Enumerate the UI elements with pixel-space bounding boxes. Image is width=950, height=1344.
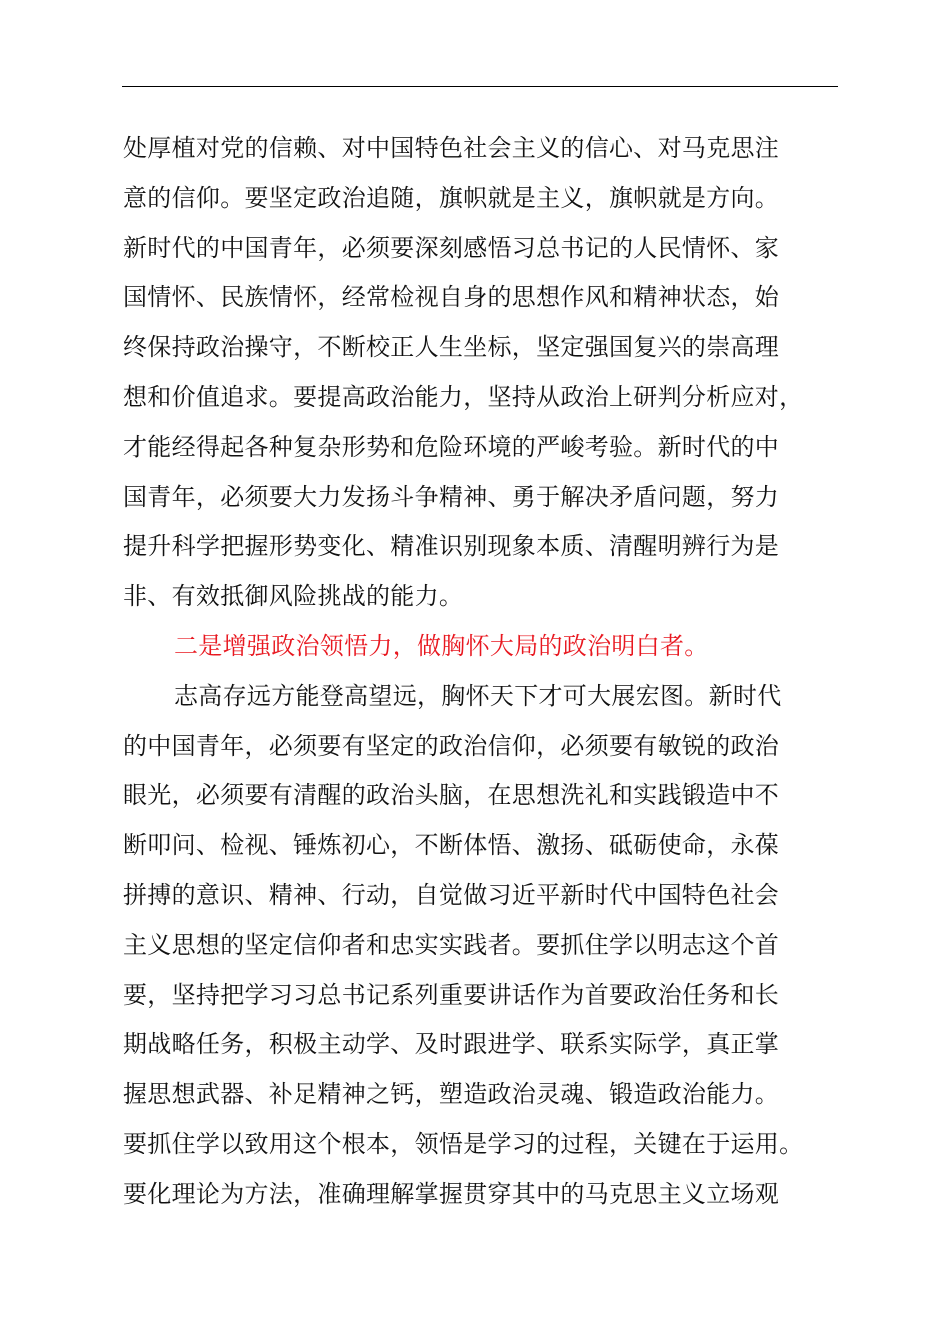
paragraph-line: 期战略任务，积极主动学、及时跟进学、联系实际学，真正掌 bbox=[123, 1030, 780, 1059]
paragraph-line: 才能经得起各种复杂形势和危险环境的严峻考验。新时代的中 bbox=[123, 432, 780, 461]
paragraph-line: 主义思想的坚定信仰者和忠实实践者。要抓住学以明志这个首 bbox=[123, 930, 780, 959]
paragraph-line: 新时代的中国青年，必须要深刻感悟习总书记的人民情怀、家 bbox=[123, 233, 780, 262]
paragraph-line: 终保持政治操守，不断校正人生坐标，坚定强国复兴的崇高理 bbox=[123, 333, 780, 362]
header-rule bbox=[122, 86, 838, 87]
paragraph-line: 国情怀、民族情怀，经常检视自身的思想作风和精神状态，始 bbox=[123, 283, 780, 312]
paragraph-line: 非、有效抵御风险挑战的能力。 bbox=[123, 582, 464, 611]
paragraph-line: 要化理论为方法，准确理解掌握贯穿其中的马克思主义立场观 bbox=[123, 1179, 780, 1208]
paragraph-line: 意的信仰。要坚定政治追随，旗帜就是主义，旗帜就是方向。 bbox=[123, 183, 780, 212]
paragraph-line: 志高存远方能登高望远，胸怀天下才可大展宏图。新时代 bbox=[174, 681, 782, 710]
paragraph-line: 要抓住学以致用这个根本，领悟是学习的过程，关键在于运用。 bbox=[123, 1129, 804, 1158]
section-heading: 二是增强政治领悟力，做胸怀大局的政治明白者。 bbox=[174, 631, 709, 660]
paragraph-line: 想和价值追求。要提高政治能力，坚持从政治上研判分析应对， bbox=[123, 382, 804, 411]
paragraph-line: 国青年，必须要大力发扬斗争精神、勇于解决矛盾问题，努力 bbox=[123, 482, 780, 511]
paragraph-line: 握思想武器、补足精神之钙，塑造政治灵魂、锻造政治能力。 bbox=[123, 1080, 780, 1109]
paragraph-line: 眼光，必须要有清醒的政治头脑，在思想洗礼和实践锻造中不 bbox=[123, 781, 780, 810]
paragraph-line: 拼搏的意识、精神、行动，自觉做习近平新时代中国特色社会 bbox=[123, 880, 780, 909]
paragraph-line: 断叩问、检视、锤炼初心，不断体悟、激扬、砥砺使命，永葆 bbox=[123, 831, 780, 860]
paragraph-line: 要，坚持把学习习总书记系列重要讲话作为首要政治任务和长 bbox=[123, 980, 780, 1009]
paragraph-line: 的中国青年，必须要有坚定的政治信仰，必须要有敏锐的政治 bbox=[123, 731, 780, 760]
body-text bbox=[123, 124, 873, 1220]
paragraph-line: 处厚植对党的信赖、对中国特色社会主义的信心、对马克思注 bbox=[123, 134, 780, 162]
paragraph-line: 提升科学把握形势变化、精准识别现象本质、清醒明辨行为是 bbox=[123, 532, 780, 561]
